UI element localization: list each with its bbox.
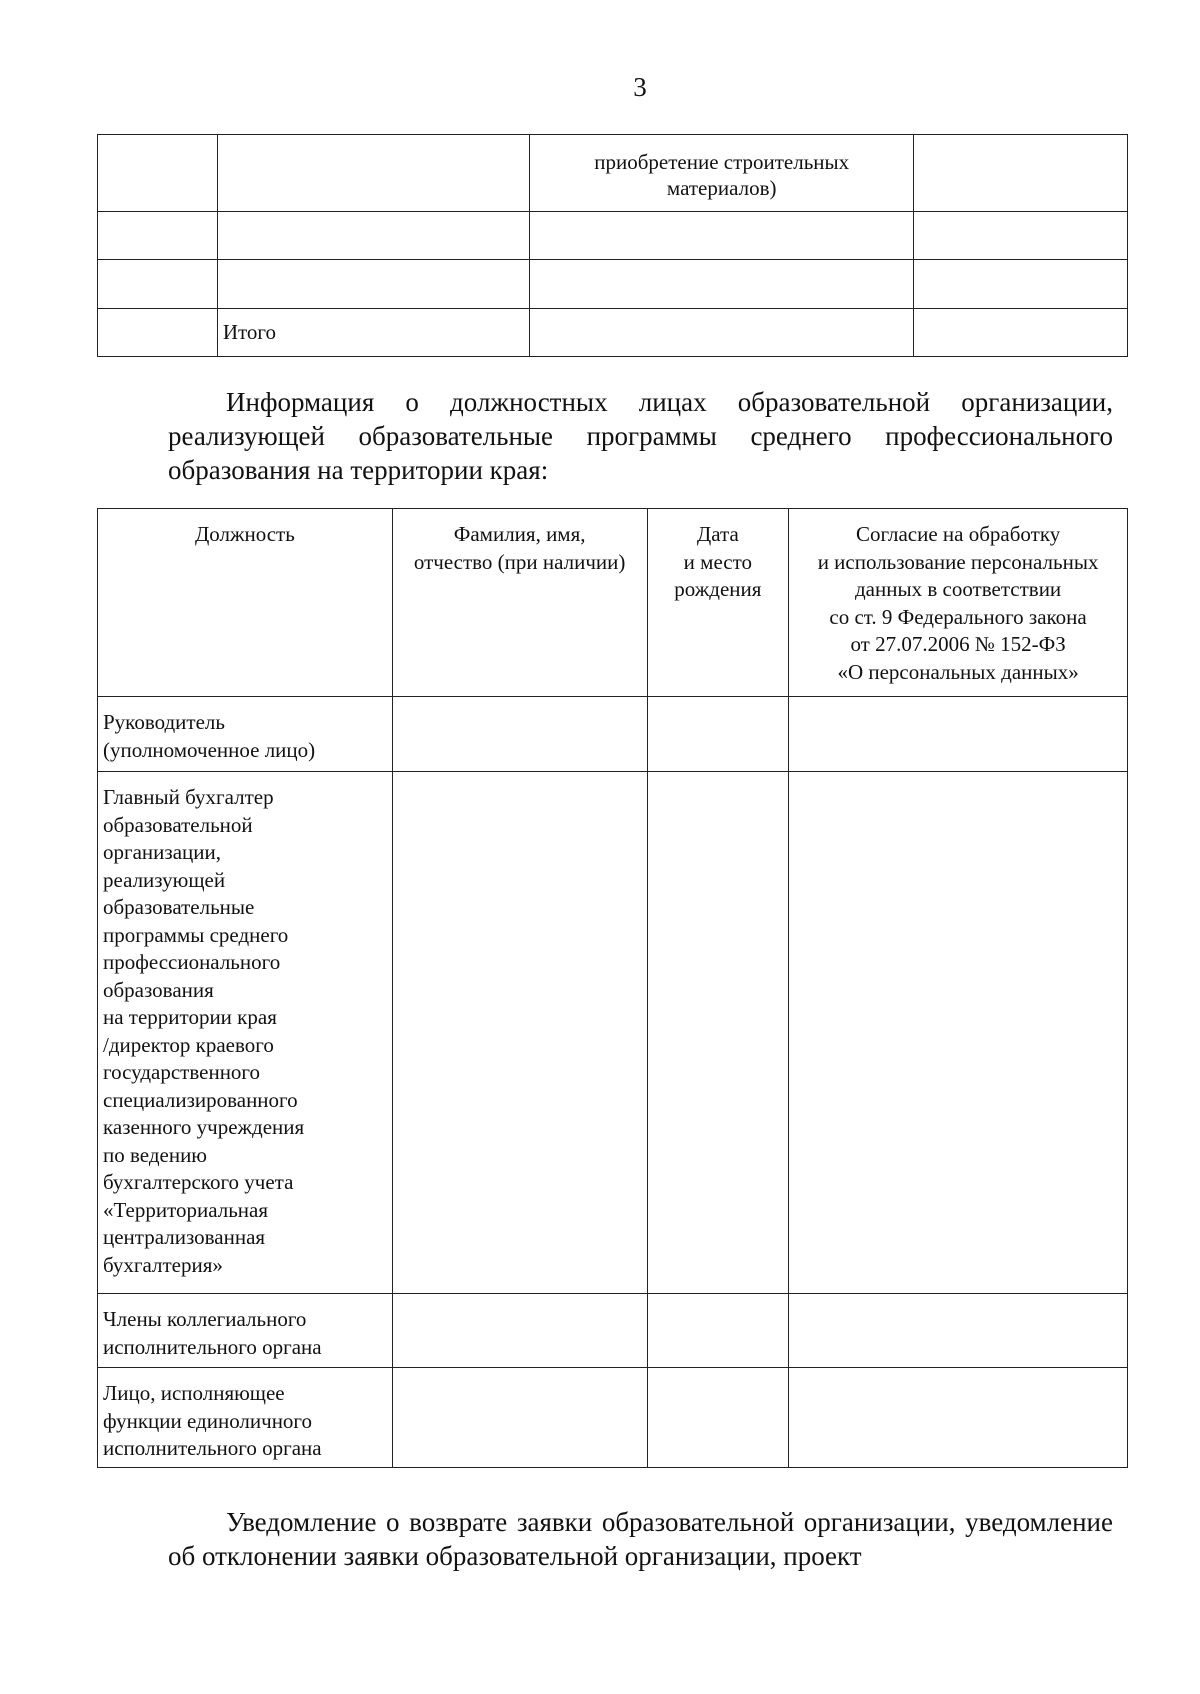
position-chief-accountant: Главный бухгалтер образовательной организации, реализующей образовательные программы среднего профессионального образования на территории края /директор краевого государственного специализированного казенного учреждения по ведению бухгалтерского учета «Территориальная централизованная бухгалтерия»: [98, 772, 393, 1294]
table-cell: [647, 697, 789, 772]
table-cell: [392, 772, 647, 1294]
table-cell: [392, 697, 647, 772]
table-cell: [647, 772, 789, 1294]
table-header-row: [98, 509, 1128, 697]
header-birth-date-place: Дата и место рождения: [647, 509, 789, 697]
officials-table: [97, 508, 1128, 1468]
table-row: [98, 135, 1128, 212]
table-row: [98, 697, 1128, 772]
table-cell: [913, 212, 1127, 260]
table-cell: [913, 260, 1127, 309]
table-row: [98, 772, 1128, 1294]
header-consent: Согласие на обработку и использование персональных данных в соответствии со ст. 9 Федерального закона от 27.07.2006 № 152-ФЗ «О персональных данных»: [789, 509, 1128, 697]
table-row: [98, 212, 1128, 260]
table-cell: [98, 260, 218, 309]
notice-text: Уведомление о возврате заявки образовательной организации, уведомление об отклонении заявки образовательной организации, проект: [168, 1507, 1113, 1571]
table-row: [98, 1294, 1128, 1368]
table-cell: [647, 1368, 789, 1468]
notice-paragraph: [168, 1505, 1113, 1573]
table-row: [98, 260, 1128, 309]
header-position: Должность: [98, 509, 393, 697]
page-number: 3: [633, 72, 647, 102]
total-label: Итого: [217, 309, 530, 357]
table-cell: [392, 1294, 647, 1368]
table-cell: [913, 309, 1127, 357]
table-cell: [530, 309, 914, 357]
table-cell: [217, 260, 530, 309]
table-cell: [789, 1368, 1128, 1468]
table-row: [98, 1368, 1128, 1468]
table-cell: [98, 309, 218, 357]
table-cell-expense-description: приобретение строительных материалов): [530, 135, 914, 212]
table-cell: [913, 135, 1127, 212]
table-cell: [217, 135, 530, 212]
table-cell: [530, 212, 914, 260]
officials-intro-paragraph: [168, 385, 1113, 487]
table-cell: [217, 212, 530, 260]
table-cell: [530, 260, 914, 309]
officials-intro-text: Информация о должностных лицах образовательной организации, реализующей образовательные программы среднего профессионального образования на территории края:: [168, 387, 1113, 485]
table-cell: [789, 697, 1128, 772]
position-board-members: Члены коллегиального исполнительного органа: [98, 1294, 393, 1368]
expenses-table-continuation: [97, 134, 1128, 357]
header-full-name: Фамилия, имя, отчество (при наличии): [392, 509, 647, 697]
position-sole-executive: Лицо, исполняющее функции единоличного исполнительного органа: [98, 1368, 393, 1468]
table-cell: [98, 135, 218, 212]
position-head: Руководитель (уполномоченное лицо): [98, 697, 393, 772]
table-row-total: [98, 309, 1128, 357]
table-cell: [789, 772, 1128, 1294]
table-cell: [392, 1368, 647, 1468]
table-cell: [98, 212, 218, 260]
table-cell: [789, 1294, 1128, 1368]
table-cell: [647, 1294, 789, 1368]
